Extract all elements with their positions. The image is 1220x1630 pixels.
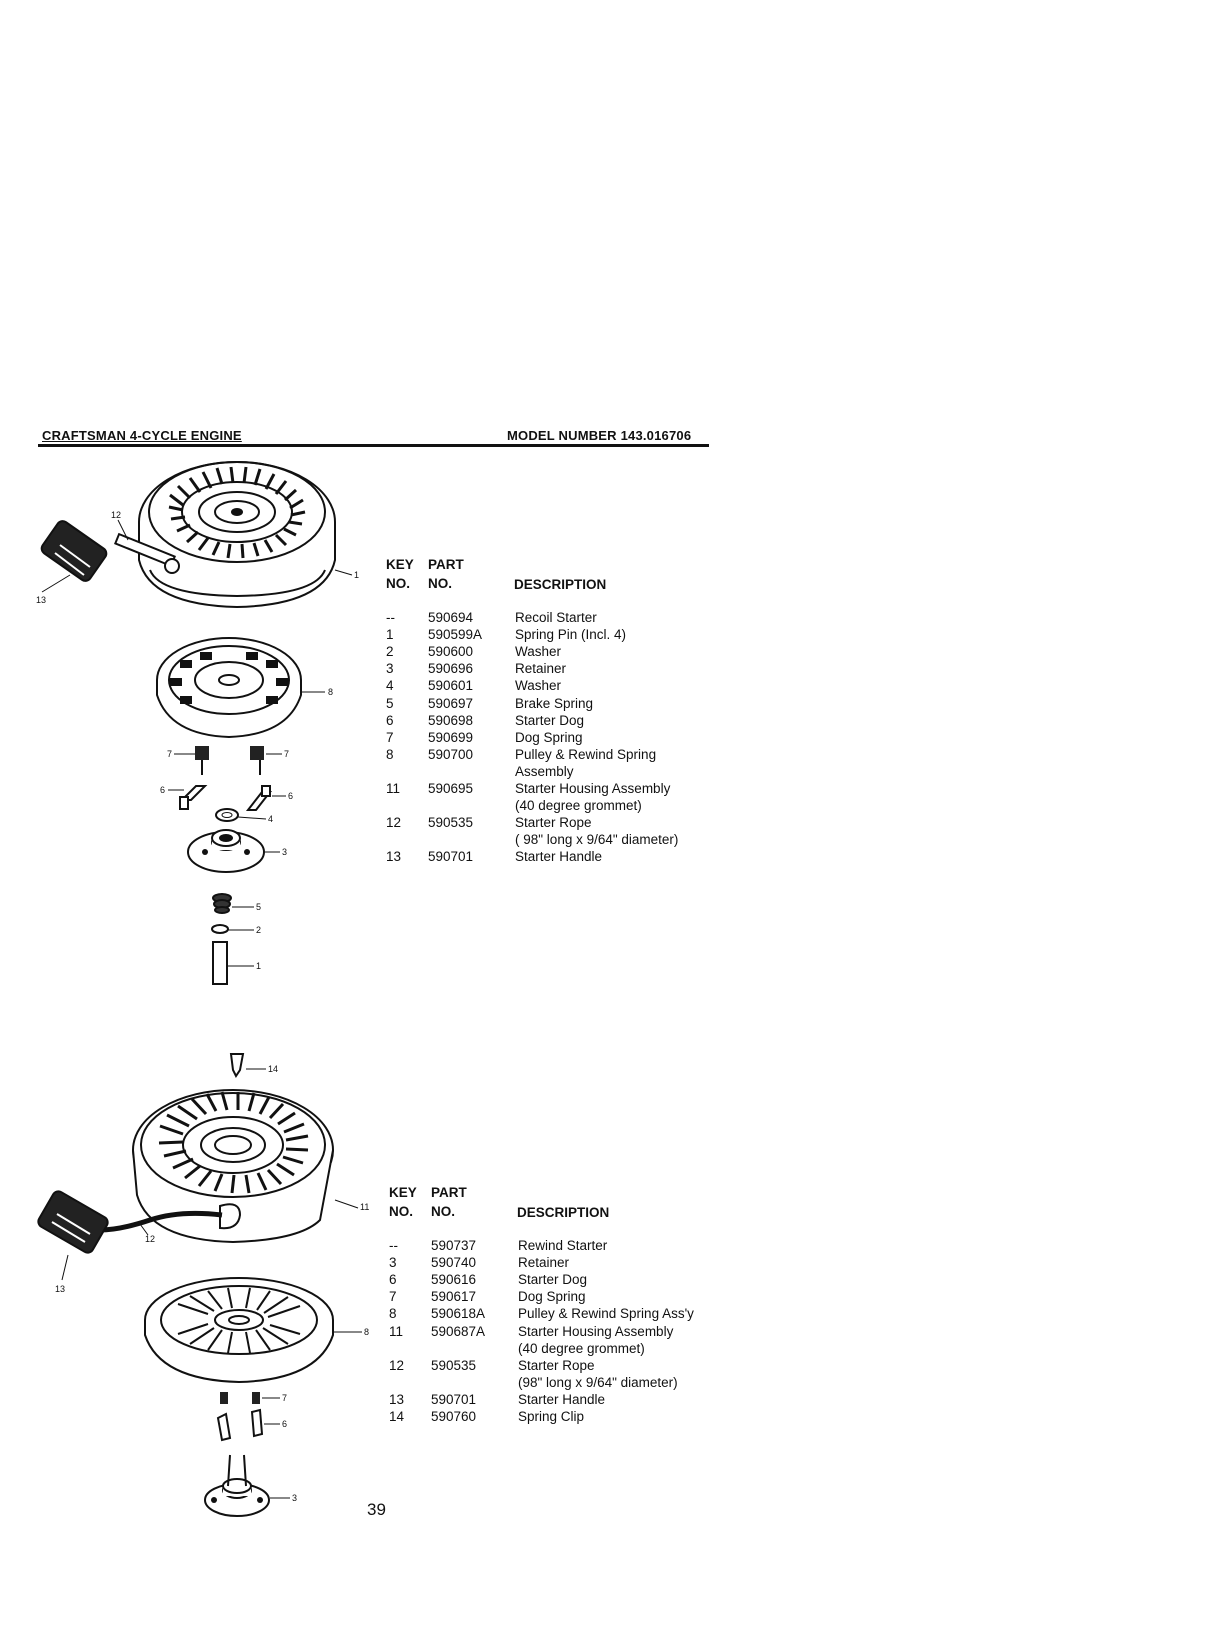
key-no: 8	[389, 1306, 397, 1322]
part-no: 590535	[431, 1357, 477, 1373]
part-row	[389, 1305, 729, 1322]
key-no: 13	[389, 1391, 405, 1407]
part-no: 590700	[428, 746, 474, 762]
part-no: 590696	[428, 661, 474, 677]
part-no: 590687A	[431, 1323, 486, 1339]
callout-8b: 8	[364, 1327, 370, 1337]
key-no: 4	[386, 678, 394, 694]
part-description: Recoil Starter	[515, 610, 597, 625]
part-no: 590760	[431, 1409, 477, 1424]
part-description: Starter Rope	[518, 1357, 595, 1373]
key-no: 11	[386, 781, 401, 796]
part-description: Spring Pin (Incl. 4)	[515, 627, 627, 643]
callout-8: 8	[328, 687, 334, 697]
key-no: 1	[386, 627, 394, 643]
callout-13b: 13	[55, 1284, 66, 1294]
part-row	[389, 1237, 729, 1254]
part-row	[386, 626, 726, 643]
part-row	[386, 814, 726, 831]
part-description: Retainer	[518, 1255, 570, 1271]
callout-4: 4	[268, 814, 274, 824]
callout-3b: 3	[292, 1493, 298, 1503]
callout-7b: 7	[284, 749, 290, 759]
description-header: DESCRIPTION	[514, 577, 607, 592]
key-no: --	[389, 1238, 398, 1253]
callout-7c: 7	[282, 1393, 288, 1403]
part-no: 590698	[428, 712, 474, 728]
key-no: --	[386, 610, 395, 625]
key-no: 7	[389, 1289, 397, 1305]
part-no: 590740	[431, 1255, 477, 1271]
part-no: 590617	[431, 1289, 477, 1305]
part-description: Retainer	[515, 661, 567, 677]
part-description: Starter Dog	[518, 1272, 588, 1288]
recoil-starter-diagram	[0, 0, 400, 1000]
part-row	[386, 729, 726, 746]
callout-12b: 12	[145, 1234, 156, 1244]
part-description-continued: (98" long x 9/64" diameter)	[518, 1374, 678, 1390]
part-row	[386, 609, 726, 626]
part-description: Starter Housing Assembly	[518, 1323, 674, 1339]
part-row	[386, 695, 726, 712]
callout-11: 11	[360, 1202, 370, 1212]
part-no: 590601	[428, 678, 474, 694]
part-no-header: NO.	[428, 576, 453, 591]
part-row	[386, 677, 726, 694]
part-description-continued: Assembly	[515, 763, 574, 779]
part-description: Spring Clip	[518, 1409, 585, 1424]
part-row	[386, 712, 726, 729]
parts-list-2	[389, 1184, 729, 1444]
part-description: Starter Handle	[515, 849, 603, 865]
part-no: 590600	[428, 644, 474, 660]
part-no: 590695	[428, 781, 474, 796]
part-row	[389, 1408, 729, 1425]
callout-2: 2	[256, 925, 262, 935]
part-row	[386, 660, 726, 677]
key-no: 3	[389, 1255, 397, 1271]
callout-1b: 1	[256, 961, 262, 971]
part-no: 590701	[428, 849, 474, 865]
part-description: Pulley & Rewind Spring Ass'y	[518, 1306, 694, 1322]
callout-6c: 6	[282, 1419, 288, 1429]
part-no: 590737	[431, 1238, 477, 1253]
callout-12: 12	[111, 510, 122, 520]
part-row	[389, 1254, 729, 1271]
part-no: 590694	[428, 610, 474, 625]
rewind-starter-diagram	[0, 1030, 400, 1630]
callout-7a: 7	[167, 749, 173, 759]
part-header: PART	[431, 1185, 467, 1200]
part-no: 590701	[431, 1391, 477, 1407]
part-no: 590535	[428, 815, 474, 831]
key-no-header: NO.	[386, 576, 411, 591]
part-no: 590599A	[428, 627, 483, 643]
part-description: Starter Handle	[518, 1391, 606, 1407]
part-description: Pulley & Rewind Spring	[515, 746, 657, 762]
part-description-continued: ( 98" long x 9/64" diameter)	[515, 832, 679, 848]
callout-1: 1	[354, 570, 360, 580]
key-no: 6	[389, 1272, 397, 1288]
part-no-header: NO.	[431, 1204, 456, 1219]
key-no: 14	[389, 1409, 405, 1424]
callout-5: 5	[256, 902, 262, 912]
callout-14: 14	[268, 1064, 279, 1074]
part-header: PART	[428, 557, 464, 572]
key-no: 12	[389, 1357, 405, 1373]
part-description: Washer	[515, 678, 562, 694]
part-row	[389, 1357, 729, 1374]
description-header: DESCRIPTION	[517, 1205, 610, 1220]
key-no: 3	[386, 661, 394, 677]
part-row	[386, 780, 726, 797]
callout-3: 3	[282, 847, 288, 857]
part-no: 590699	[428, 729, 474, 745]
key-no: 13	[386, 849, 402, 865]
callout-13: 13	[36, 595, 47, 605]
header-title: CRAFTSMAN 4-CYCLE ENGINE	[42, 428, 242, 443]
part-description: Rewind Starter	[518, 1238, 608, 1253]
part-row	[389, 1271, 729, 1288]
part-description: Brake Spring	[515, 695, 594, 711]
part-description: Dog Spring	[518, 1289, 586, 1305]
part-description: Washer	[515, 644, 562, 660]
part-description: Starter Rope	[515, 815, 592, 831]
part-row	[386, 746, 726, 763]
callout-6a: 6	[160, 785, 166, 795]
key-header: KEY	[386, 557, 414, 572]
part-row	[389, 1391, 729, 1408]
part-no: 590616	[431, 1272, 477, 1288]
key-no: 5	[386, 695, 394, 711]
key-no: 12	[386, 815, 402, 831]
key-no: 8	[386, 746, 394, 762]
part-row	[389, 1323, 729, 1340]
callout-6b: 6	[288, 791, 294, 801]
key-header: KEY	[389, 1185, 417, 1200]
key-no: 2	[386, 644, 394, 660]
part-row	[386, 643, 726, 660]
part-description: Dog Spring	[515, 729, 583, 745]
part-description-continued: (40 degree grommet)	[518, 1340, 645, 1356]
page-number: 39	[367, 1500, 386, 1519]
header-model-number: MODEL NUMBER 143.016706	[507, 428, 692, 443]
key-no: 6	[386, 712, 394, 728]
part-row	[386, 848, 726, 865]
part-no: 590618A	[431, 1306, 486, 1322]
key-no-header: NO.	[389, 1204, 414, 1219]
key-no: 11	[389, 1323, 404, 1339]
part-description-continued: (40 degree grommet)	[515, 798, 642, 814]
part-row	[389, 1288, 729, 1305]
parts-list-1	[386, 556, 726, 876]
part-description: Starter Dog	[515, 712, 585, 728]
part-no: 590697	[428, 695, 474, 711]
part-description: Starter Housing Assembly	[515, 781, 671, 796]
key-no: 7	[386, 729, 394, 745]
